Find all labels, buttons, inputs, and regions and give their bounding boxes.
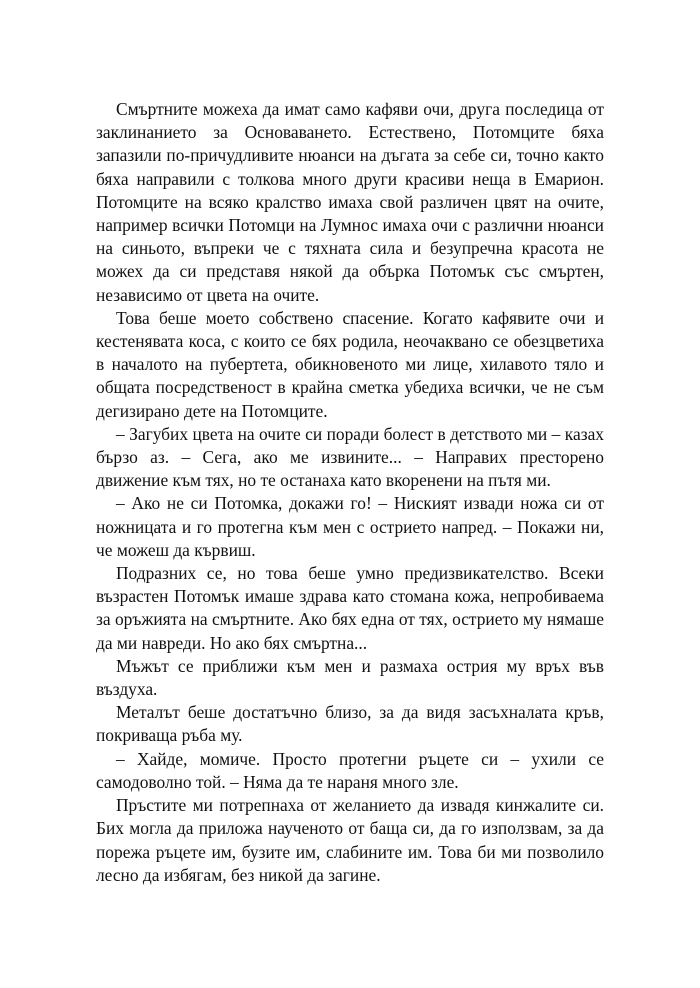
paragraph: – Хайде, момиче. Просто протегни ръцете си – ухили се самодоволно той. – Няма да те нараня много зле. bbox=[96, 748, 604, 792]
paragraph: Подразних се, но това беше умно предизвикателство. Всеки възрастен Потомък имаше здрава като стомана кожа, непробиваема за оръжията на смъртните. Ако бях една от тях, острието му нямаше да ми навреди. Но ако бях смъртна... bbox=[96, 563, 604, 653]
paragraph: Пръстите ми потрепнаха от желанието да извадя кинжалите си. Бих могла да приложа наученото от баща си, да го използвам, за да порежа ръцете им, бузите им, слабините им. Това би ми позволило лесно да избягам, без никой да загине. bbox=[96, 795, 604, 885]
paragraph: Мъжът се приближи към мен и размаха острия му връх във въздуха. bbox=[96, 655, 604, 700]
book-page bbox=[96, 98, 604, 887]
paragraph: – Ако не си Потомка, докажи го! – Ниският извади ножа си от ножницата и го протегна към мен с острието напред. – Покажи ни, че можеш да кървиш. bbox=[96, 493, 604, 560]
paragraph: Металът беше достатъчно близо, за да видя засъхналата кръв, покриваща ръба му. bbox=[96, 702, 604, 746]
paragraph: – Загубих цвета на очите си поради болест в детството ми – казах бързо аз. – Сега, ако ме извините... – Направих престорено движение към тях, но те останаха като вкоренени на пътя ми. bbox=[96, 423, 604, 491]
paragraph: Това беше моето собствено спасение. Когато кафявите очи и кестенявата коса, с които се бях родила, неочаквано се обезцветиха в началото на пубертета, обикновеното ми лице, хилавото тяло и общата посредственост в крайна сметка убедиха всички, че не съм дегизирано дете на Потомците. bbox=[96, 307, 604, 421]
paragraph: Смъртните можеха да имат само кафяви очи, друга последица от заклинанието за Основаването. Естествено, Потомците бяха запазили по-причудливите нюанси на дъгата за себе си, точно както бяха направили с толкова много други красиви неща в Емарион. Потомците на всяко кралство имаха свой различен цвят на очите, например всички Потомци на Лумнос имаха очи с различни нюанси на синьото, въпреки че с тяхната сила и безупречна красота не можех да си представя някой да обърка Потомък със смъртен, независимо от цвета на очите. bbox=[96, 99, 604, 305]
